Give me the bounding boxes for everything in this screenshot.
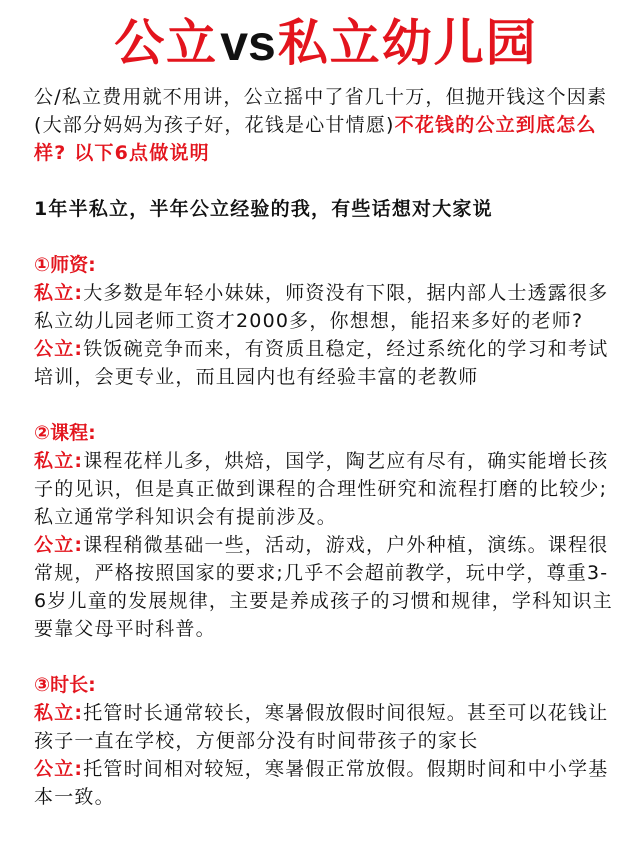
title-vs: vs: [220, 15, 276, 71]
spacer: [34, 391, 618, 419]
spacer: [34, 167, 618, 195]
public-text: 课程稍微基础一些，活动，游戏，户外种植，演练。课程很常规，严格按照国家的要求;几乎不会超前教学，玩中学，尊重3-6岁儿童的发展规律，主要是养成孩子的习惯和规律，学科知识主要靠父母平时科普。: [34, 534, 613, 640]
section-heading: ②课程:: [34, 422, 96, 444]
title-private-kindergarten: 私立幼儿园: [277, 14, 538, 72]
private-paragraph: [34, 447, 618, 531]
private-label: 私立:: [34, 282, 84, 304]
section-heading: ①师资:: [34, 254, 96, 276]
section-teachers: [34, 251, 618, 391]
public-label: 公立:: [34, 758, 84, 780]
public-label: 公立:: [34, 534, 84, 556]
page-title: [34, 0, 618, 76]
section-duration: [34, 671, 618, 811]
private-paragraph: [34, 699, 618, 755]
private-paragraph: [34, 279, 618, 335]
experience-line: 1年半私立，半年公立经验的我，有些话想对大家说: [34, 198, 493, 220]
private-text: 大多数是年轻小妹妹，师资没有下限，据内部人士透露很多私立幼儿园老师工资才2000多，你想想，能招来多好的老师?: [34, 282, 609, 332]
intro-text: 公/私立费用就不用讲，公立摇中了省几十万，但抛开钱这个因素(大部分妈妈为孩子好，花钱是心甘情愿): [34, 86, 608, 136]
private-label: 私立:: [34, 450, 84, 472]
intro-highlight: 不花钱的公立到底怎么样? 以下6点做说明: [34, 114, 597, 164]
spacer: [34, 643, 618, 671]
public-text: 铁饭碗竞争而来，有资质且稳定，经过系统化的学习和考试培训，会更专业，而且园内也有经验丰富的老教师: [34, 338, 609, 388]
public-paragraph: [34, 335, 618, 391]
private-text: 托管时长通常较长，寒暑假放假时间很短。甚至可以花钱让孩子一直在学校，方便部分没有时间带孩子的家长: [34, 702, 609, 752]
section-heading: ③时长:: [34, 674, 96, 696]
public-label: 公立:: [34, 338, 84, 360]
section-curriculum: [34, 419, 618, 643]
private-text: 课程花样儿多，烘焙，国学，陶艺应有尽有，确实能增长孩子的见识，但是真正做到课程的合理性研究和流程打磨的比较少;私立通常学科知识会有提前涉及。: [34, 450, 609, 528]
title-public: 公立: [114, 14, 219, 72]
public-paragraph: [34, 755, 618, 811]
public-paragraph: [34, 531, 618, 643]
public-text: 托管时间相对较短，寒暑假正常放假。假期时间和中小学基本一致。: [34, 758, 609, 808]
spacer: [34, 223, 618, 251]
intro-paragraph: [34, 83, 618, 167]
private-label: 私立:: [34, 702, 84, 724]
